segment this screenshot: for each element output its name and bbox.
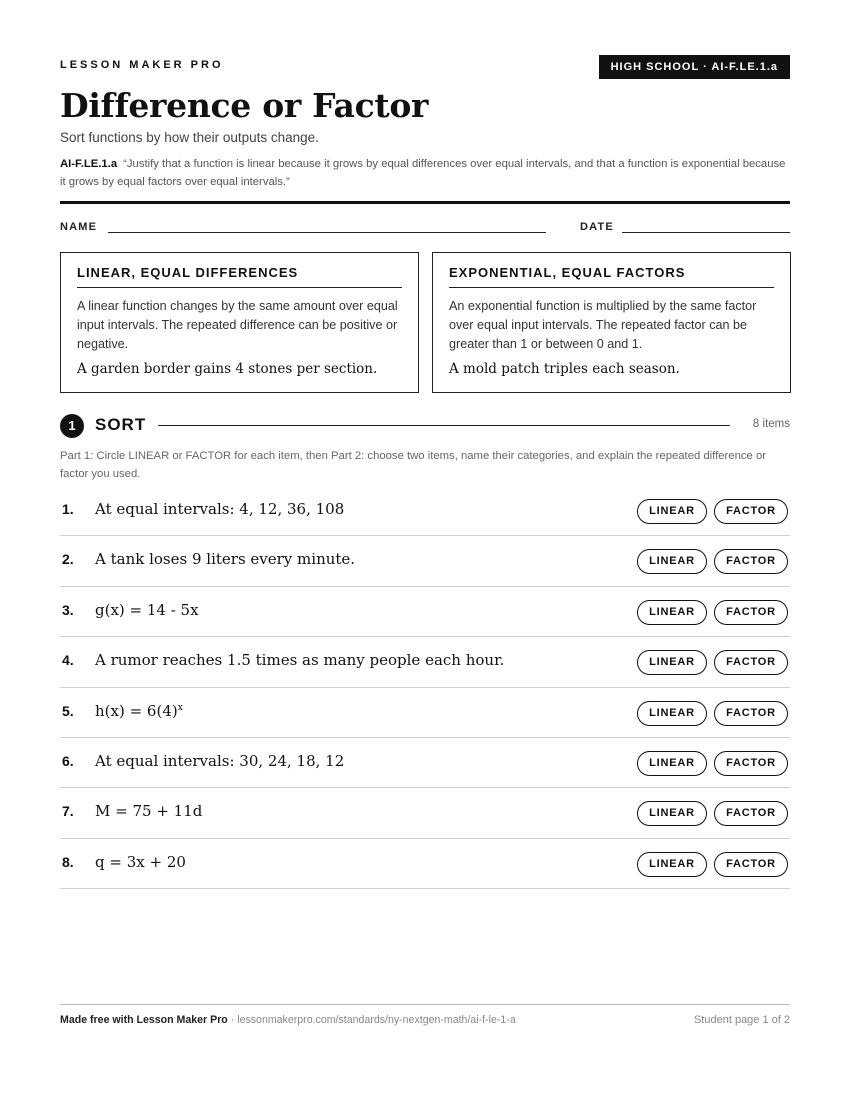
item-number: 1. xyxy=(62,501,74,517)
concept-description: A linear function changes by the same amount over equal input intervals. The repeated difference can be positive or negative. xyxy=(77,299,398,351)
worksheet-page xyxy=(60,0,790,1100)
item-prompt xyxy=(95,802,202,820)
item-prompt xyxy=(95,651,504,669)
item-prompt xyxy=(95,853,186,871)
section-instructions: Part 1: Circle LINEAR or FACTOR for each item, then Part 2: choose two items, name their categories, and explain the repeated difference or factor you used. xyxy=(60,450,766,480)
footer-separator: · xyxy=(227,1014,238,1026)
linear-choice-button[interactable]: LINEAR xyxy=(637,801,707,826)
factor-choice-button[interactable]: FACTOR xyxy=(714,701,788,726)
name-date-row xyxy=(60,221,790,237)
linear-choice-button[interactable]: LINEAR xyxy=(637,549,707,574)
item-number: 2. xyxy=(62,551,74,568)
page-footer xyxy=(60,1004,790,1034)
item-text: At equal intervals: 4, 12, 36, 108 xyxy=(95,500,345,518)
sort-item-row xyxy=(60,738,790,788)
grade-standard-badge: HIGH SCHOOL · AI-F.LE.1.a xyxy=(599,55,790,79)
item-text: g(x) = 14 - 5x xyxy=(95,600,199,619)
sort-item-row xyxy=(60,839,790,889)
top-bar xyxy=(60,55,790,79)
footer-credit xyxy=(60,1014,516,1026)
concept-heading: LINEAR, EQUAL DIFFERENCES xyxy=(77,265,402,288)
linear-choice-button[interactable]: LINEAR xyxy=(637,650,707,675)
footer-url[interactable]: lessonmakerpro.com/standards/ny-nextgen-math/ai-f-le-1-a xyxy=(237,1014,516,1026)
date-field[interactable] xyxy=(622,232,790,233)
factor-choice-button[interactable]: FACTOR xyxy=(714,650,788,675)
concept-description: An exponential function is multiplied by the same factor over equal input intervals. The repeated factor can be greater than 1 or between 0 and 1. xyxy=(449,299,757,351)
factor-choice-button[interactable]: FACTOR xyxy=(714,852,788,877)
item-text: A rumor reaches 1.5 times as many people each hour. xyxy=(95,651,505,670)
item-number: 5. xyxy=(62,702,74,719)
item-number: 6. xyxy=(62,752,74,769)
item-text: At equal intervals: 30, 24, 18, 12 xyxy=(95,751,345,770)
standard-text: “Justify that a function is linear because it grows by equal differences over equal intervals, and that a function is exponential because it grows by equal factors over equal intervals.” xyxy=(60,158,786,188)
linear-choice-button[interactable]: LINEAR xyxy=(637,701,707,726)
item-prompt xyxy=(95,702,183,720)
item-text: A tank loses 9 liters every minute. xyxy=(95,550,356,569)
concept-card-linear xyxy=(60,252,419,393)
item-number: 7. xyxy=(62,803,74,820)
linear-choice-button[interactable]: LINEAR xyxy=(637,499,707,524)
sort-item-row xyxy=(60,587,790,637)
sort-item-row xyxy=(60,536,790,586)
item-number: 3. xyxy=(62,601,74,618)
concept-card-exponential xyxy=(432,252,791,393)
linear-choice-button[interactable]: LINEAR xyxy=(637,751,707,776)
section-title: SORT xyxy=(95,415,147,434)
standard-code: AI-F.LE.1.a xyxy=(60,158,118,170)
sort-item-row xyxy=(60,637,790,687)
linear-choice-button[interactable]: LINEAR xyxy=(637,600,707,625)
factor-choice-button[interactable]: FACTOR xyxy=(714,801,788,826)
sort-item-row xyxy=(60,486,790,536)
concept-example: A garden border gains 4 stones per section. xyxy=(77,361,378,377)
sort-item-row xyxy=(60,788,790,838)
item-text: h(x) = 6(4) xyxy=(95,701,178,720)
sort-item-row xyxy=(60,688,790,738)
brand-name: LESSON MAKER PRO xyxy=(60,59,224,71)
sort-item-list xyxy=(60,486,790,889)
item-text: M = 75 + 11d xyxy=(95,802,203,821)
factor-choice-button[interactable]: FACTOR xyxy=(714,751,788,776)
factor-choice-button[interactable]: FACTOR xyxy=(714,499,788,524)
concept-heading: EXPONENTIAL, EQUAL FACTORS xyxy=(449,265,774,288)
item-prompt xyxy=(95,500,344,518)
page-title: Difference or Factor xyxy=(60,86,429,125)
date-label: DATE xyxy=(580,221,614,233)
header-divider xyxy=(60,201,790,204)
factor-choice-button[interactable]: FACTOR xyxy=(714,600,788,625)
name-label: NAME xyxy=(60,221,98,233)
section-number-badge: 1 xyxy=(60,414,84,438)
footer-made-with: Made free with Lesson Maker Pro xyxy=(60,1014,228,1026)
page-subtitle: Sort functions by how their outputs change. xyxy=(60,130,319,145)
item-number: 8. xyxy=(62,853,74,870)
item-text: q = 3x + 20 xyxy=(95,852,186,871)
item-prompt xyxy=(95,550,355,568)
section-rule xyxy=(158,425,730,426)
page-number: Student page 1 of 2 xyxy=(693,1014,790,1026)
item-count: 8 items xyxy=(752,418,790,430)
linear-choice-button[interactable]: LINEAR xyxy=(637,852,707,877)
item-number: 4. xyxy=(62,652,74,669)
section-header xyxy=(60,413,790,439)
item-prompt xyxy=(95,601,199,619)
name-field[interactable] xyxy=(108,232,546,233)
item-exponent: x xyxy=(177,702,183,713)
item-prompt xyxy=(95,752,344,770)
concept-example: A mold patch triples each season. xyxy=(449,361,680,377)
standard-statement xyxy=(60,155,790,191)
factor-choice-button[interactable]: FACTOR xyxy=(714,549,788,574)
